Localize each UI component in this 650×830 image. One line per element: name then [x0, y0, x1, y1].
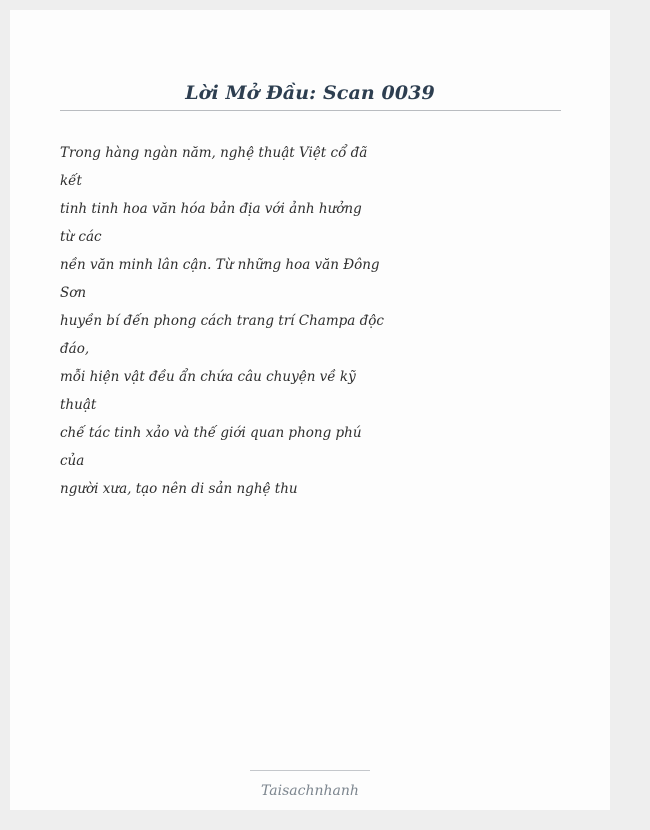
body-line: kết [60, 173, 82, 189]
body-text [60, 142, 384, 506]
body-line: nền văn minh lân cận. Từ những hoa văn Đông [60, 257, 380, 273]
body-line: Trong hàng ngàn năm, nghệ thuật Việt cổ đã [60, 145, 368, 161]
body-line: thuật [60, 397, 97, 413]
body-line: chế tác tinh xảo và thế giới quan phong phú [60, 425, 362, 441]
body-line: của [60, 453, 85, 469]
footer-text: Taisachnhanh [261, 783, 359, 799]
body-line: người xưa, tạo nên di sản nghệ thu [60, 481, 298, 497]
body-line: tinh tinh hoa văn hóa bản địa với ảnh hưởng [60, 201, 362, 217]
footer-divider [250, 770, 370, 771]
body-line: Sơn [60, 285, 87, 301]
body-line: huyền bí đến phong cách trang trí Champa độc [60, 313, 384, 329]
title-divider [60, 110, 561, 111]
document-page [10, 10, 610, 810]
body-line: đáo, [60, 341, 90, 357]
body-line: mỗi hiện vật đều ẩn chứa câu chuyện về kỹ [60, 369, 356, 385]
body-line: từ các [60, 229, 102, 245]
page-title: Lời Mở Đầu: Scan 0039 [185, 82, 435, 104]
